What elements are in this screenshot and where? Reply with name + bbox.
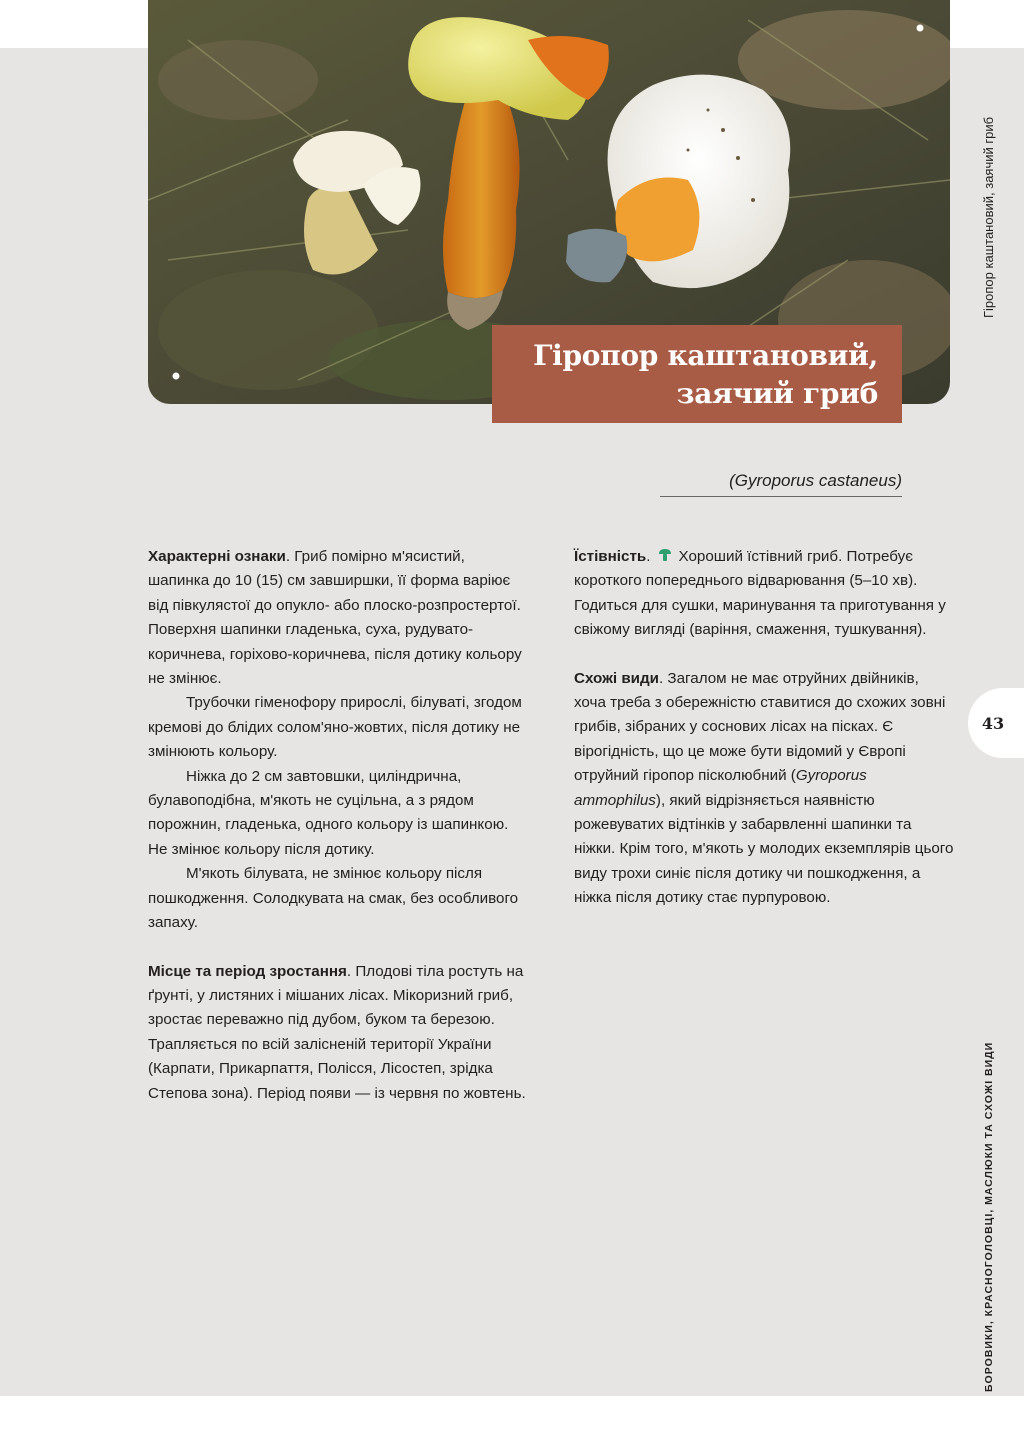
tubes-paragraph: Трубочки гіменофору прирослі, білуваті, згодом кремові до блідих солом'яно-жовтих, після дотику не змінюють кольору.: [148, 694, 522, 761]
edibility-label: Їстівність: [574, 548, 647, 565]
bottom-page-margin: [0, 1396, 1024, 1444]
mushroom-icon: [658, 548, 672, 562]
features-paragraph: [148, 545, 528, 691]
page-number: 43: [981, 713, 1005, 733]
similar-text-after: ), який відрізняється наявністю рожевуватих відтінків у забарвленні шапинки та ніжки. Крім того, м'якоть у молодих екземплярів цього виду трохи синіє після дотику чи пошкодження, а ніжка після дотику стає пурпуровою.: [574, 791, 954, 907]
article-title: [492, 325, 902, 423]
latin-name: (Gyroporus castaneus): [660, 468, 902, 497]
right-column: [574, 545, 954, 911]
similar-latin: Gyroporus ammophilus: [574, 767, 867, 809]
edibility-paragraph: [574, 545, 954, 643]
similar-text-before: . Загалом не має отруйних двійників, хоча треба з обережністю ставитися до схожих зовні грибів, зібраних у соснових лісах на пісках. Є вірогідність, що це може бути відомий у Європі отруйний гіропор пісколюбний (: [574, 669, 946, 785]
habitat-label: Місце та період зростання: [148, 962, 347, 980]
left-column: [148, 545, 528, 1106]
flesh-paragraph: М'якоть білувата, не змінює кольору після пошкодження. Солодкувата на смак, без особливого запаху.: [148, 865, 519, 932]
edibility-text: Хороший їстівний гриб. Потребує короткого попереднього відварювання (5–10 хв). Годиться для сушки, маринування та приготування у свіжому вигляді (варіння, смаження, тушкування).: [574, 548, 946, 639]
title-line-2: заячий гриб: [676, 377, 878, 410]
edibility-dot: .: [646, 548, 651, 565]
similar-label: Схожі види: [574, 669, 659, 687]
title-line-1: Гіропор каштановий,: [533, 339, 878, 372]
similar-paragraph: [574, 667, 954, 911]
habitat-text: . Плодові тіла ростуть на ґрунті, у листяних і мішаних лісах. Мікоризний гриб, зростає переважно під дубом, буком та березою. Трапляється по всій залісненій території України (Карпати, Прикарпаття, Полісся, Лісостеп, зрідка Степова зона). Період появи — із червня по жовтень.: [148, 962, 526, 1102]
stem-paragraph: Ніжка до 2 см завтовшки, циліндрична, булавоподібна, м'якоть не суцільна, а з рядом порожнин, гладенька, одного кольору із шапинкою. Не змінює кольору після дотику.: [148, 767, 509, 858]
features-text: . Гриб помірно м'ясистий, шапинка до 10 (15) см завширшки, її форма варіює від півкулястої до опукло- або плоско-розпростертої. Поверхня шапинки гладенька, суха, рудувато-коричнева, горіхово-коричнева, після дотику кольору не змінює.: [148, 548, 522, 688]
running-title: Гіропор каштановий, заячий гриб: [981, 116, 996, 318]
features-label: Характерні ознаки: [148, 548, 286, 565]
chapter-title: БОРОВИКИ, КРАСНОГОЛОВЦІ, МАСЛЮКИ ТА СХОЖІ ВИДИ: [983, 1041, 995, 1392]
habitat-paragraph: [148, 960, 528, 1106]
